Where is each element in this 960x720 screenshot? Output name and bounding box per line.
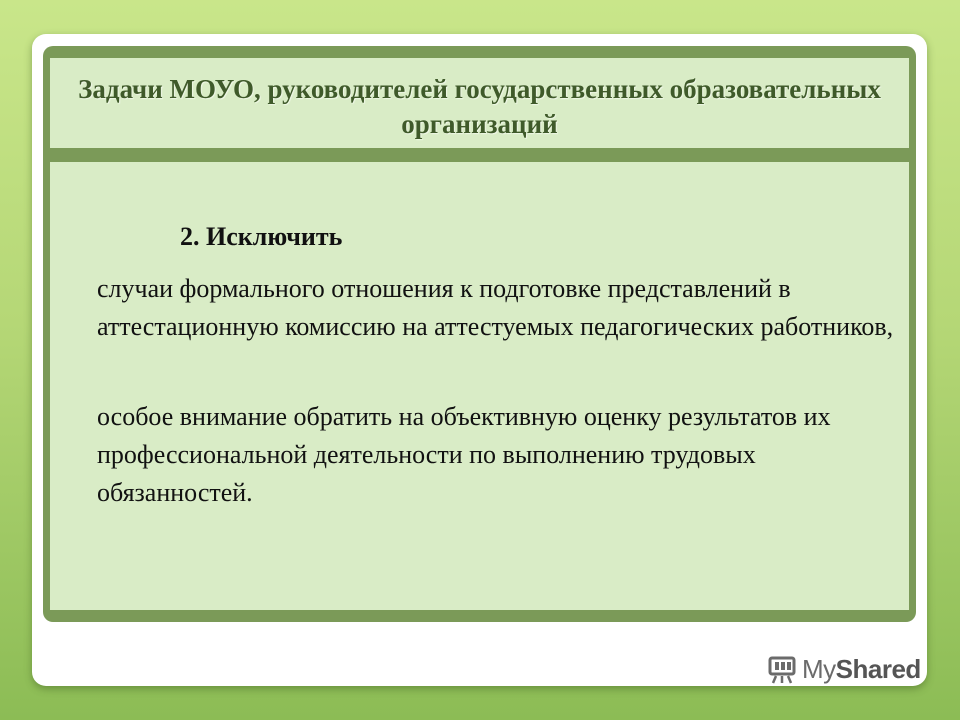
body-panel xyxy=(50,162,909,610)
paragraph-2: особое внимание обратить на объективную оценку результатов их профессиональной деятельности по выполнению трудовых обязанностей. xyxy=(97,402,831,507)
slide-title: Задачи МОУО, руководителей государственных образовательных организаций xyxy=(78,74,881,139)
paragraph-1: случаи формального отношения к подготовке представлений в аттестационную комиссию на аттестуемых педагогических работников, xyxy=(97,274,894,341)
myshared-logo-icon xyxy=(768,656,798,684)
myshared-logo[interactable] xyxy=(768,654,921,685)
item-heading: 2. Исключить xyxy=(180,222,343,251)
logo-text xyxy=(802,654,921,685)
logo-text-light: My xyxy=(802,654,836,684)
logo-text-bold: Shared xyxy=(835,654,921,684)
title-divider xyxy=(50,148,909,162)
